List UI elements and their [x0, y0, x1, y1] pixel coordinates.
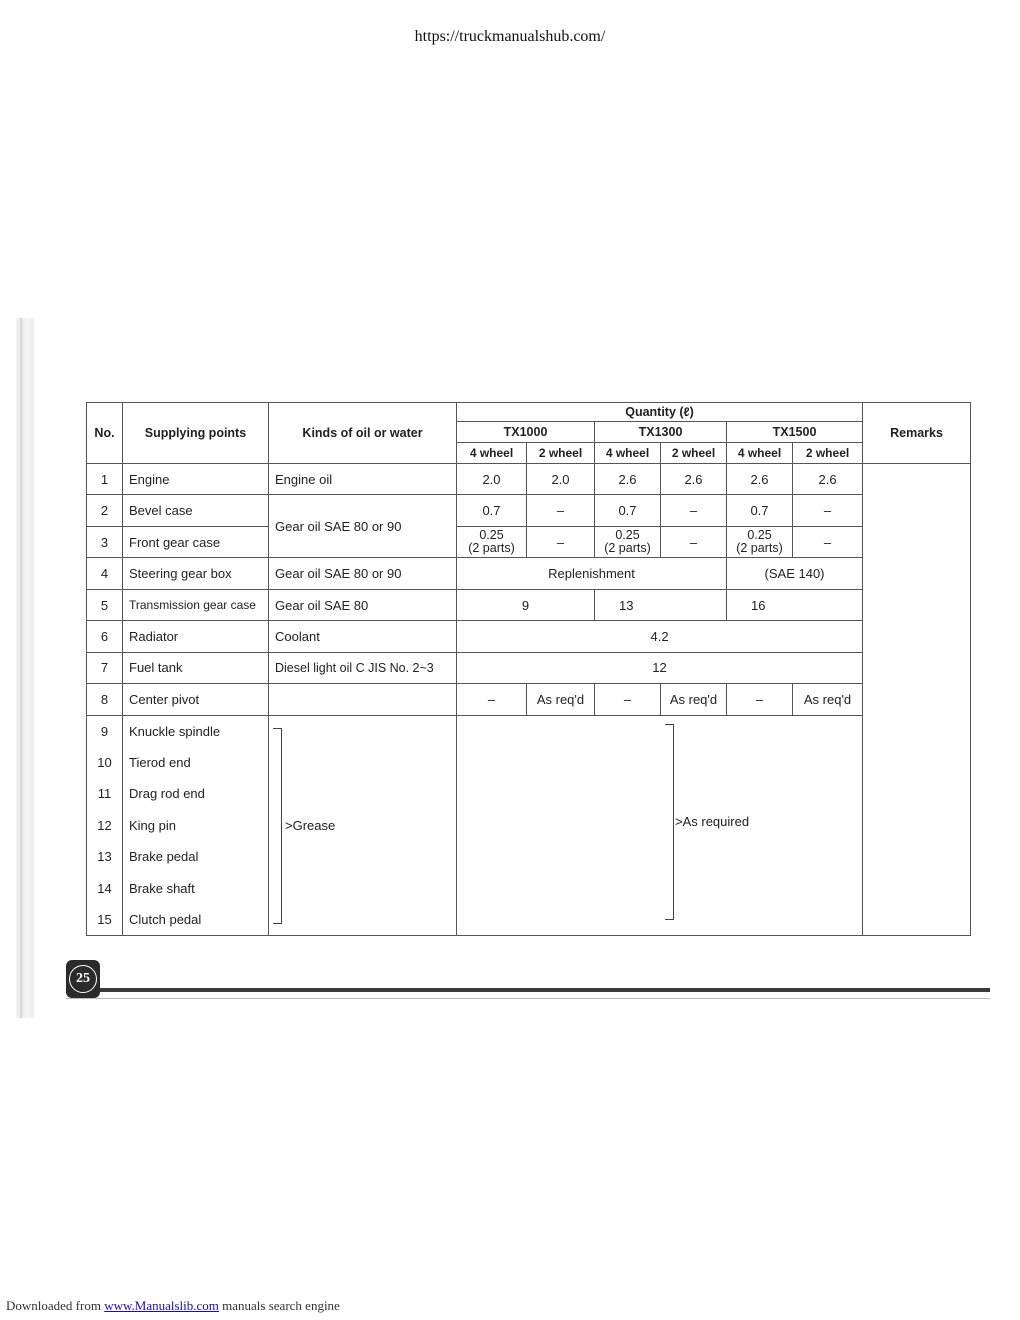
qty-value: 0.25: [479, 528, 504, 543]
row-no: 14: [87, 872, 123, 903]
header-model-tx1500: TX1500: [727, 422, 863, 443]
header-kinds: Kinds of oil or water: [269, 403, 457, 464]
row-point: Brake pedal: [123, 841, 269, 872]
row-no: 2: [87, 495, 123, 526]
row-point: Drag rod end: [123, 778, 269, 809]
row-point: King pin: [123, 809, 269, 840]
grease-text: Grease: [292, 817, 336, 833]
footer-rule: [100, 988, 990, 992]
row-point: Bevel case: [123, 495, 269, 526]
header-remarks: Remarks: [863, 403, 971, 464]
row-point: Clutch pedal: [123, 904, 269, 936]
row-point: Front gear case: [123, 526, 269, 557]
page-number-badge: [66, 960, 100, 998]
row-no: 9: [87, 715, 123, 746]
row-no: 10: [87, 747, 123, 778]
table-row: [87, 684, 971, 715]
table-row: [87, 652, 971, 683]
grease-bracket: [273, 728, 282, 924]
header-wheel: 4 wheel: [457, 443, 527, 464]
row-point: Tierod end: [123, 747, 269, 778]
row-point: Steering gear box: [123, 558, 269, 589]
header-model-tx1000: TX1000: [457, 422, 595, 443]
row-no: 12: [87, 809, 123, 840]
qty-note: (2 parts): [736, 541, 783, 556]
table-row: [87, 621, 971, 652]
qty-note: (2 parts): [604, 541, 651, 556]
row-point: Brake shaft: [123, 872, 269, 903]
header-wheel: 4 wheel: [595, 443, 661, 464]
qty-cell: As req'd: [661, 684, 727, 715]
page-number: 25: [69, 965, 97, 993]
qty-cell: –: [661, 495, 727, 526]
grease-kind-cell: [269, 715, 457, 935]
row-kind: Engine oil: [269, 464, 457, 495]
remarks-cell: [863, 464, 971, 936]
row-no: 11: [87, 778, 123, 809]
row-point: Fuel tank: [123, 652, 269, 683]
qty-value: 0.25: [747, 528, 772, 543]
row-kind: [269, 684, 457, 715]
qty-cell: 0.7: [457, 495, 527, 526]
qty-cell: 9: [457, 589, 595, 620]
as-required-bracket: [665, 724, 674, 920]
qty-cell: –: [727, 684, 793, 715]
row-point: Transmission gear case: [123, 589, 269, 620]
qty-cell: –: [661, 526, 727, 557]
header-wheel: 2 wheel: [793, 443, 863, 464]
qty-all: 4.2: [457, 621, 863, 652]
qty-note: (2 parts): [468, 541, 515, 556]
table-row: [87, 526, 971, 557]
header-model-tx1300: TX1300: [595, 422, 727, 443]
row-no: 6: [87, 621, 123, 652]
row-no: 3: [87, 526, 123, 557]
qty-cell: –: [527, 526, 595, 557]
row-point: Radiator: [123, 621, 269, 652]
qty-cell: 2.6: [661, 464, 727, 495]
header-wheel: 2 wheel: [661, 443, 727, 464]
qty-cell: 2.6: [793, 464, 863, 495]
table-row: [87, 464, 971, 495]
qty-cell: 16: [727, 589, 863, 620]
header-supplying-points: Supplying points: [123, 403, 269, 464]
table-row: [87, 589, 971, 620]
row-kind: Diesel light oil C JIS No. 2~3: [269, 652, 457, 683]
row-kind: Gear oil SAE 80: [269, 589, 457, 620]
qty-cell: 2.6: [727, 464, 793, 495]
row-no: 4: [87, 558, 123, 589]
qty-all: 12: [457, 652, 863, 683]
row-kind: Coolant: [269, 621, 457, 652]
qty-cell: –: [595, 684, 661, 715]
header-quantity: Quantity (ℓ): [457, 403, 863, 422]
row-point: Center pivot: [123, 684, 269, 715]
row-point: Knuckle spindle: [123, 715, 269, 746]
header-wheel: 4 wheel: [727, 443, 793, 464]
qty-cell: 0.7: [727, 495, 793, 526]
row-no: 7: [87, 652, 123, 683]
qty-cell: 2.6: [595, 464, 661, 495]
qty-cell: [457, 526, 527, 557]
download-prefix: Downloaded from: [6, 1298, 101, 1313]
row-kind: Gear oil SAE 80 or 90: [269, 495, 457, 558]
qty-cell: 2.0: [527, 464, 595, 495]
qty-tx1500-note: (SAE 140): [727, 558, 863, 589]
manualslib-link[interactable]: www.Manualslib.com: [104, 1298, 219, 1313]
qty-value: 0.25: [615, 528, 640, 543]
source-url: https://truckmanualshub.com/: [414, 28, 606, 45]
table-row: [87, 558, 971, 589]
qty-cell: –: [793, 526, 863, 557]
as-required-text: As required: [682, 813, 750, 829]
qty-cell: 13: [595, 589, 727, 620]
qty-cell: –: [527, 495, 595, 526]
row-no: 1: [87, 464, 123, 495]
grease-quantity-cell: [457, 715, 863, 935]
lubrication-table: [86, 402, 971, 936]
row-kind: Gear oil SAE 80 or 90: [269, 558, 457, 589]
footer-rule-thin: [66, 998, 990, 999]
header-no: No.: [87, 403, 123, 464]
row-no: 5: [87, 589, 123, 620]
qty-cell: 2.0: [457, 464, 527, 495]
row-point: Engine: [123, 464, 269, 495]
download-note: [6, 1298, 340, 1314]
row-no: 8: [87, 684, 123, 715]
qty-cell: 0.7: [595, 495, 661, 526]
table-row: [87, 495, 971, 526]
row-no: 15: [87, 904, 123, 936]
as-required-label: >As required: [675, 813, 750, 829]
download-suffix: manuals search engine: [222, 1298, 340, 1313]
qty-cell: –: [457, 684, 527, 715]
page-binding-shadow: [16, 318, 34, 1018]
qty-span-replenishment: Replenishment: [457, 558, 727, 589]
grease-label: >Grease: [285, 817, 336, 833]
qty-cell: As req'd: [527, 684, 595, 715]
qty-cell: –: [793, 495, 863, 526]
header-wheel: 2 wheel: [527, 443, 595, 464]
qty-cell: [727, 526, 793, 557]
table-row: [87, 715, 971, 746]
row-no: 13: [87, 841, 123, 872]
qty-cell: As req'd: [793, 684, 863, 715]
qty-cell: [595, 526, 661, 557]
